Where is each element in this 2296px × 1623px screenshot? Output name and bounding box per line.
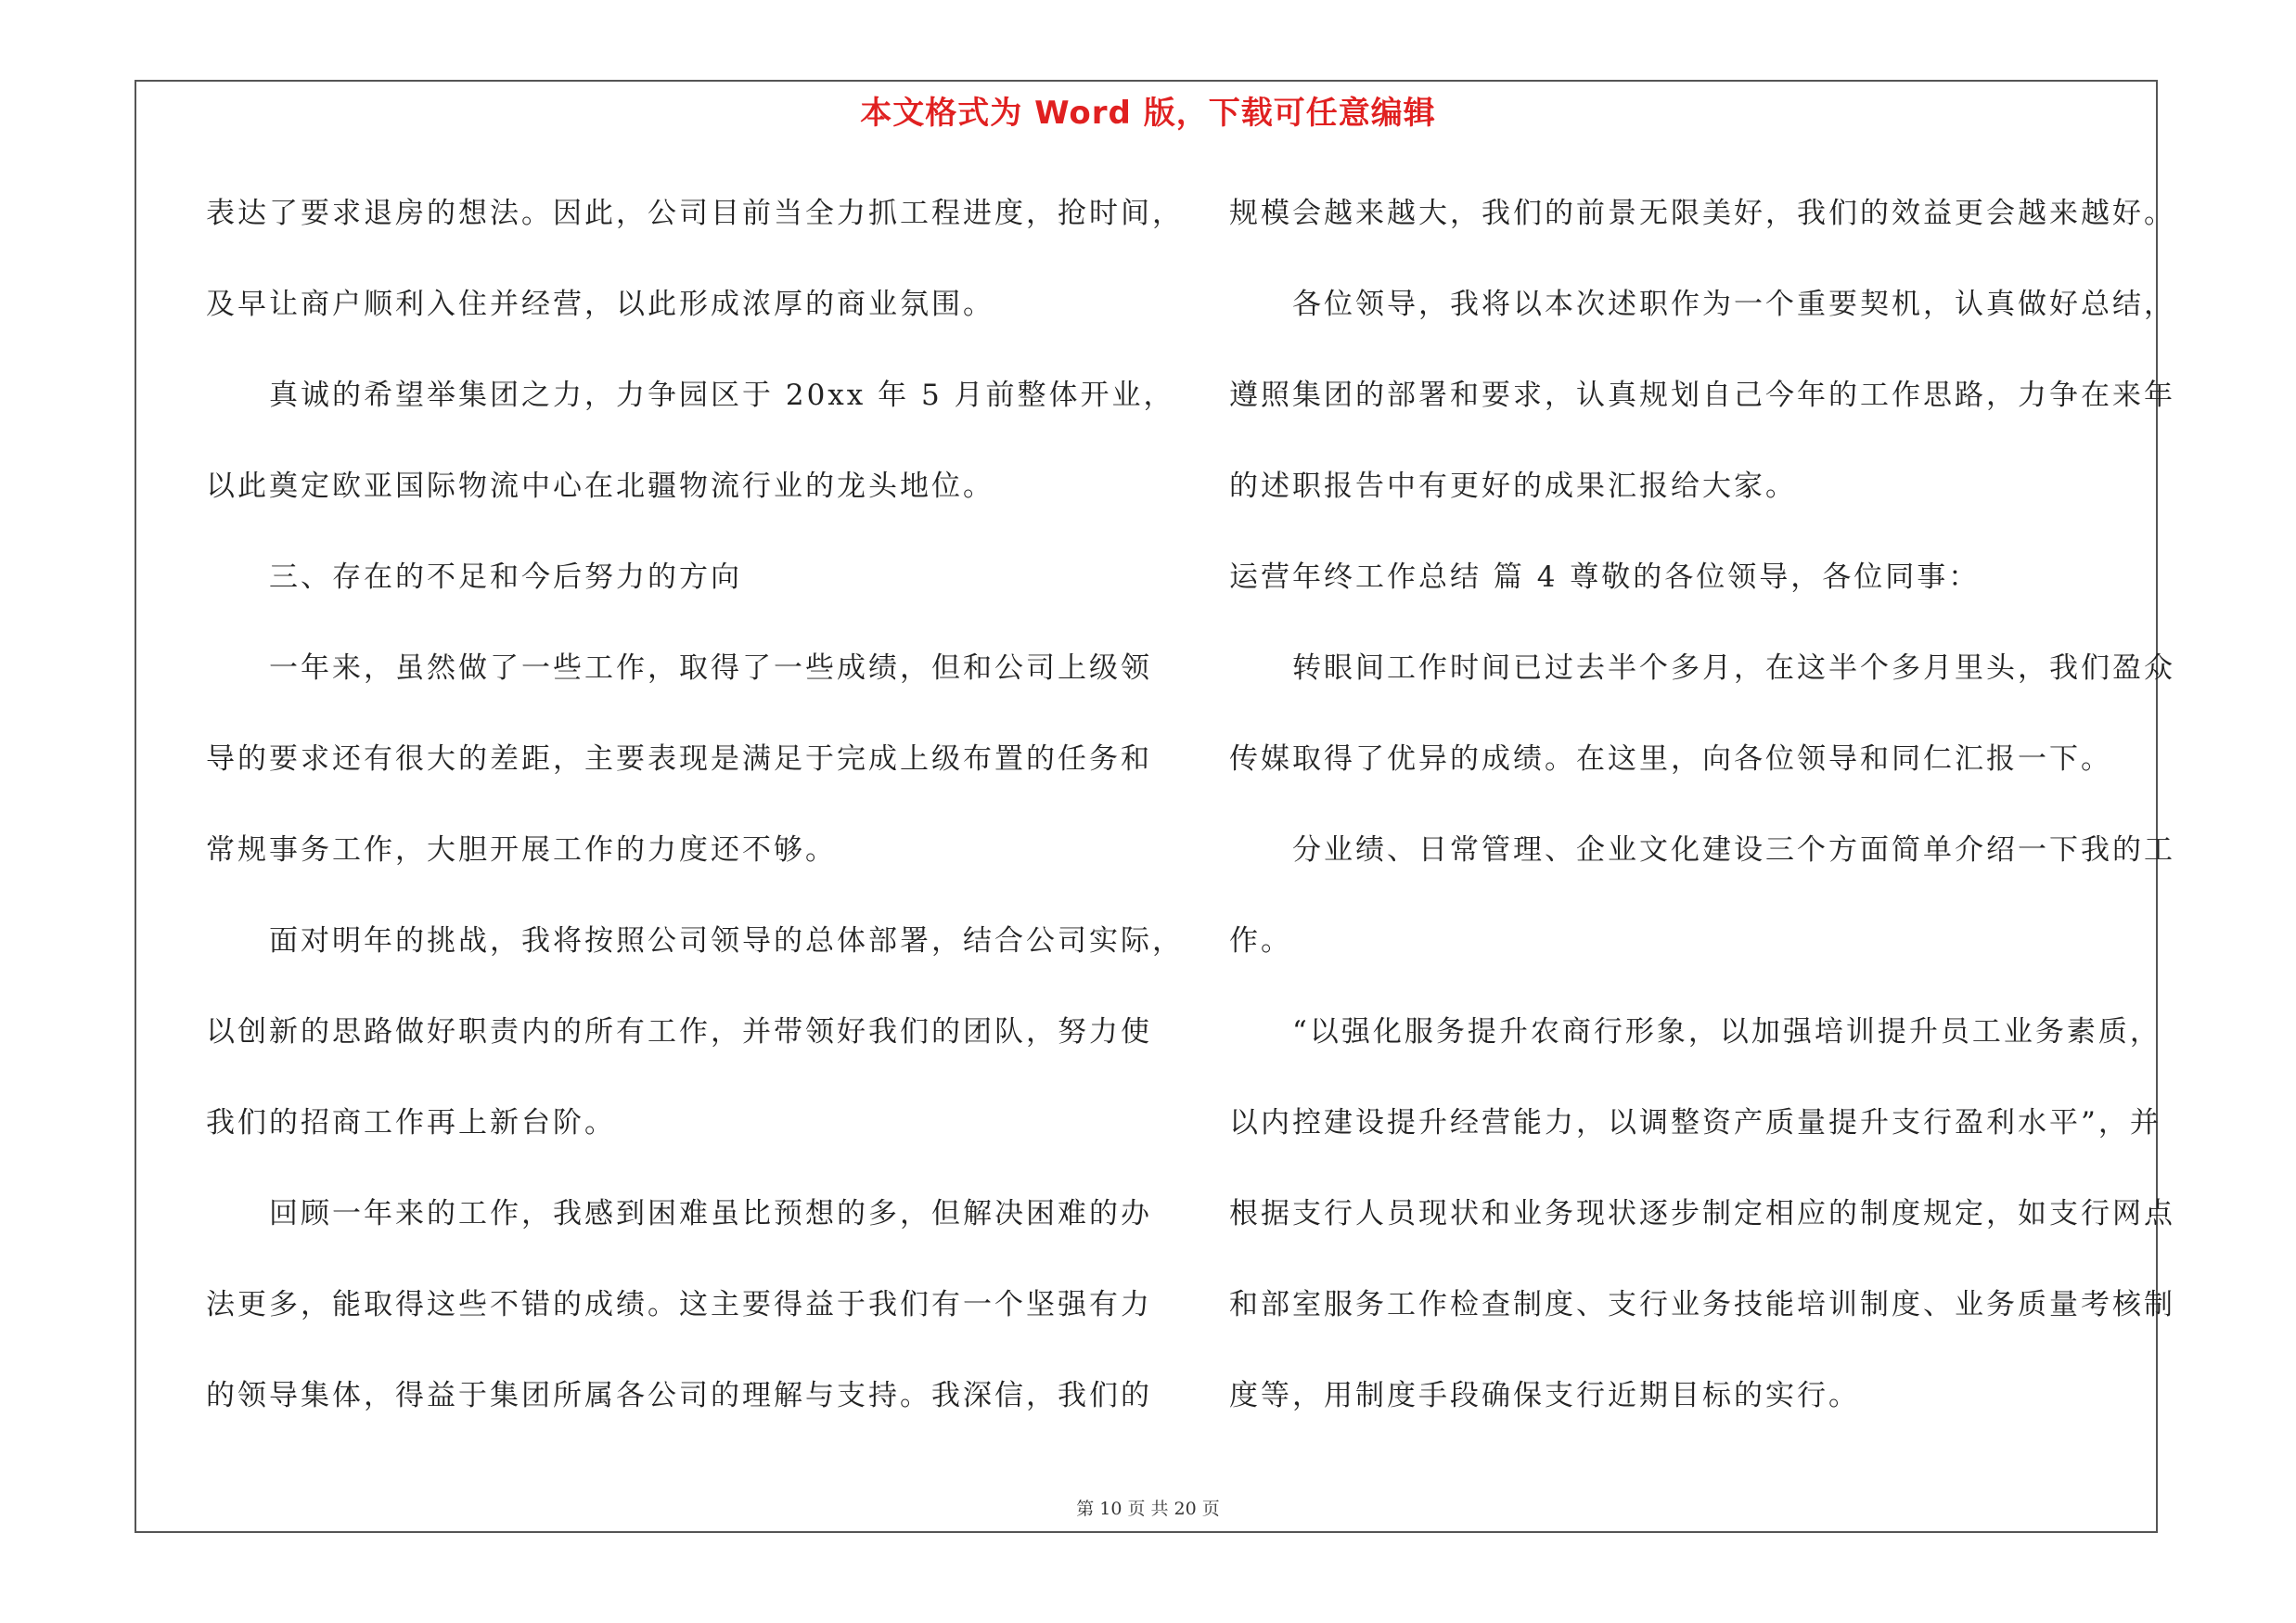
paragraph-line: 及早让商户顺利入住并经营，以此形成浓厚的商业氛围。 — [206, 288, 994, 321]
paragraph-line: 各位领导，我将以本次述职作为一个重要契机，认真做好总结， — [1229, 288, 2175, 321]
paragraph-line: 回顾一年来的工作，我感到困难虽比预想的多，但解决困难的办 — [206, 1197, 1152, 1230]
paragraph-line: 转眼间工作时间已过去半个多月，在这半个多月里头，我们盈众 — [1229, 651, 2175, 685]
paragraph-line: 真诚的希望举集团之力，力争园区于 20xx 年 5 月前整体开业， — [206, 379, 1175, 412]
paragraph-line: 分业绩、日常管理、企业文化建设三个方面简单介绍一下我的工 — [1229, 833, 2175, 867]
paragraph-line: 一年来，虽然做了一些工作，取得了一些成绩，但和公司上级领 — [206, 651, 1152, 685]
paragraph-line: 根据支行人员现状和业务现状逐步制定相应的制度规定，如支行网点 — [1229, 1197, 2175, 1230]
right-column — [1229, 181, 2175, 1454]
section-heading: 运营年终工作总结 篇 4 尊敬的各位领导，各位同事： — [1229, 560, 1981, 594]
paragraph-line: 以此奠定欧亚国际物流中心在北疆物流行业的龙头地位。 — [206, 470, 994, 503]
paragraph-line: 作。 — [1229, 924, 1292, 958]
section-heading: 三、存在的不足和今后努力的方向 — [206, 560, 742, 594]
paragraph-line: 导的要求还有很大的差距，主要表现是满足于完成上级布置的任务和 — [206, 742, 1152, 776]
paragraph-line: 度等，用制度手段确保支行近期目标的实行。 — [1229, 1379, 1860, 1412]
paragraph-line: 面对明年的挑战，我将按照公司领导的总体部署，结合公司实际， — [206, 924, 1184, 958]
paragraph-line: 我们的招商工作再上新台阶。 — [206, 1106, 616, 1140]
paragraph-line: 的述职报告中有更好的成果汇报给大家。 — [1229, 470, 1797, 503]
paragraph-line: 遵照集团的部署和要求，认真规划自己今年的工作思路，力争在来年 — [1229, 379, 2175, 412]
paragraph-line: 法更多，能取得这些不错的成绩。这主要得益于我们有一个坚强有力 — [206, 1288, 1152, 1321]
paragraph-line: 和部室服务工作检查制度、支行业务技能培训制度、业务质量考核制 — [1229, 1288, 2175, 1321]
paragraph-line: 以创新的思路做好职责内的所有工作，并带领好我们的团队，努力使 — [206, 1015, 1152, 1049]
paragraph-line: 规模会越来越大，我们的前景无限美好，我们的效益更会越来越好。 — [1229, 197, 2175, 230]
paragraph-line: “以强化服务提升农商行形象，以加强培训提升员工业务素质， — [1229, 1015, 2161, 1049]
paragraph-line: 以内控建设提升经营能力，以调整资产质量提升支行盈利水平”，并 — [1229, 1106, 2161, 1140]
paragraph-line: 的领导集体，得益于集团所属各公司的理解与支持。我深信，我们的 — [206, 1379, 1152, 1412]
paragraph-line: 传媒取得了优异的成绩。在这里，向各位领导和同仁汇报一下。 — [1229, 742, 2112, 776]
page-number: 第 10 页 共 20 页 — [1076, 1499, 1220, 1519]
paragraph-line: 表达了要求退房的想法。因此，公司目前当全力抓工程进度，抢时间， — [206, 197, 1184, 230]
left-column — [206, 181, 1184, 1454]
word-format-banner: 本文格式为 Word 版，下载可任意编辑 — [860, 95, 1436, 132]
paragraph-line: 常规事务工作，大胆开展工作的力度还不够。 — [206, 833, 837, 867]
